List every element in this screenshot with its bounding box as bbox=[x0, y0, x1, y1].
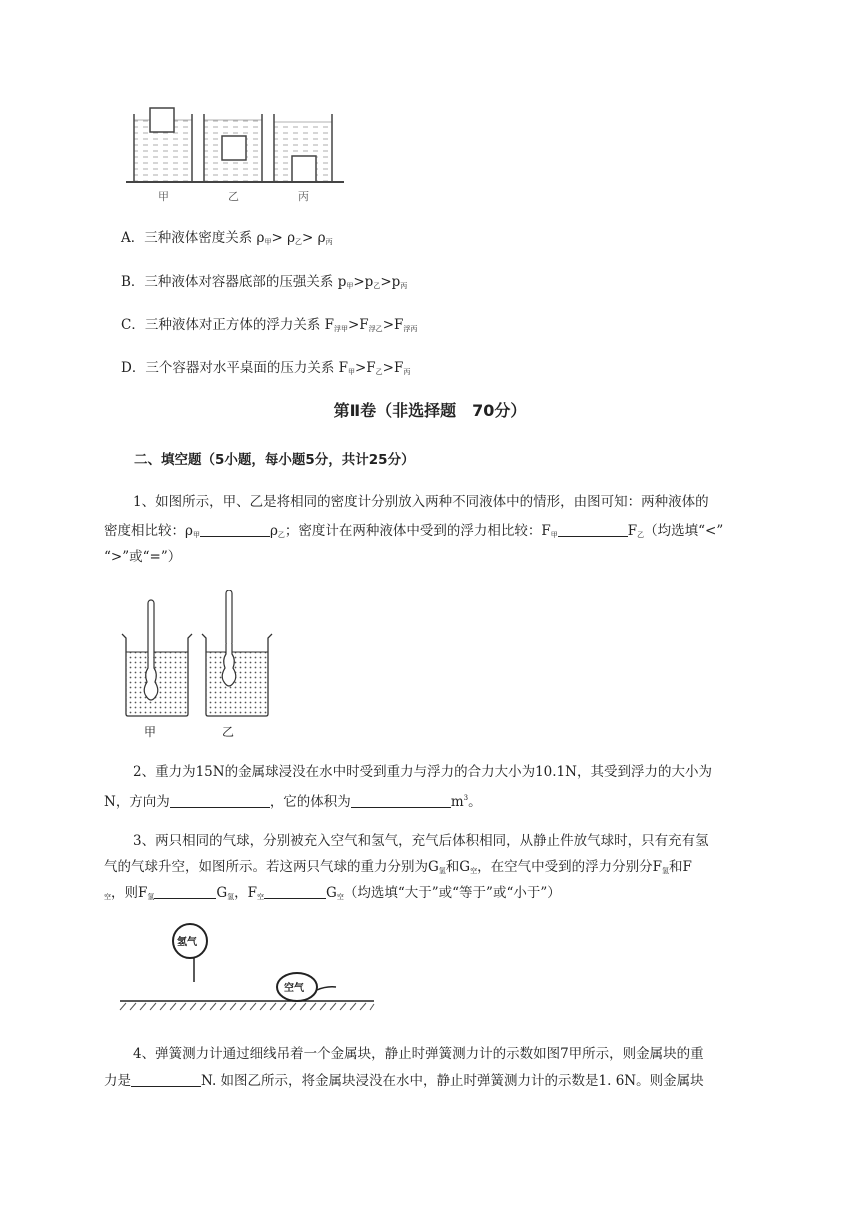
container-label-1: 甲 bbox=[158, 190, 169, 203]
q2-blank-2[interactable] bbox=[351, 793, 451, 808]
q3-line1: 3、两只相同的气球，分别被充入空气和氢气，充气后体积相同，从静止件放气球时，只有充有氢 bbox=[133, 833, 709, 849]
q1-line2: 密度相比较：$\rho_甲$ $\rho_乙$；密度计在两种液体中受到的浮力相比较：$F_甲$ $F_乙$（均选填“<” bbox=[104, 523, 724, 539]
q1-line3: “>”或“=”） bbox=[104, 549, 182, 565]
section-title: 二、填空题（5小题，每小题5分，共计25分） bbox=[134, 452, 415, 468]
part-title: 第Ⅱ卷（非选择题 70分） bbox=[333, 401, 527, 420]
q1-blank-1[interactable] bbox=[200, 522, 270, 537]
balloon-air-label: 空气 bbox=[284, 983, 304, 994]
q2-blank-1[interactable] bbox=[170, 793, 270, 808]
option-c: C．三种液体对正方体的浮力关系 $F_{浮甲}>F_{浮乙}>F_{浮丙}$ bbox=[121, 317, 418, 333]
q2-line1: 2、重力为15N的金属球浸没在水中时受到重力与浮力的合力大小为10.1N，其受到浮力的大小为 bbox=[133, 764, 712, 780]
q2-line2: N，方向为 ，它的体积为 $m^3$。 bbox=[104, 794, 482, 810]
q4-line1: 4、弹簧测力计通过细线吊着一个金属块，静止时弹簧测力计的示数如图7甲所示，则金属块的重 bbox=[133, 1046, 704, 1062]
hydrometer-label-2: 乙 bbox=[222, 725, 235, 739]
container-label-3: 丙 bbox=[298, 190, 309, 203]
hydrometer-label-1: 甲 bbox=[144, 725, 157, 739]
q4-line2: 力是 N. 如图乙所示，将金属块浸没在水中，静止时弹簧测力计的示数是1. 6N。则金属块 bbox=[104, 1073, 704, 1089]
q3-blank-2[interactable] bbox=[264, 884, 326, 899]
q4-blank-1[interactable] bbox=[131, 1072, 201, 1087]
container-label-2: 乙 bbox=[228, 190, 239, 203]
option-a: A．三种液体密度关系 $\rho_甲> \rho_乙> \rho_丙$ bbox=[121, 230, 333, 246]
option-b: B．三种液体对容器底部的压强关系 $p_甲>p_乙>p_丙$ bbox=[121, 274, 408, 290]
q3-line3: $_空$，则$F_氢$ $G_氢$，$F_空$ $G_空$（均选填“大于”或“等于”或“小于”） bbox=[104, 885, 561, 901]
option-d: D．三个容器对水平桌面的压力关系 $F_甲>F_乙>F_丙$ bbox=[121, 360, 411, 376]
balloon-hydrogen-label: 氢气 bbox=[177, 937, 197, 948]
q3-blank-1[interactable] bbox=[154, 884, 216, 899]
hydrometer-figure bbox=[118, 590, 288, 740]
balloons-figure bbox=[118, 920, 378, 1020]
q3-line2: 气的气球升空，如图所示。若这两只气球的重力分别为$G_氢$和$G_空$，在空气中受到的浮力分别分$F_氢$和F bbox=[104, 859, 692, 875]
q1-blank-2[interactable] bbox=[558, 522, 628, 537]
q1-line1: 1、如图所示，甲、乙是将相同的密度计分别放入两种不同液体中的情形，由图可知：两种液体的 bbox=[133, 494, 709, 510]
containers-figure bbox=[122, 100, 352, 208]
